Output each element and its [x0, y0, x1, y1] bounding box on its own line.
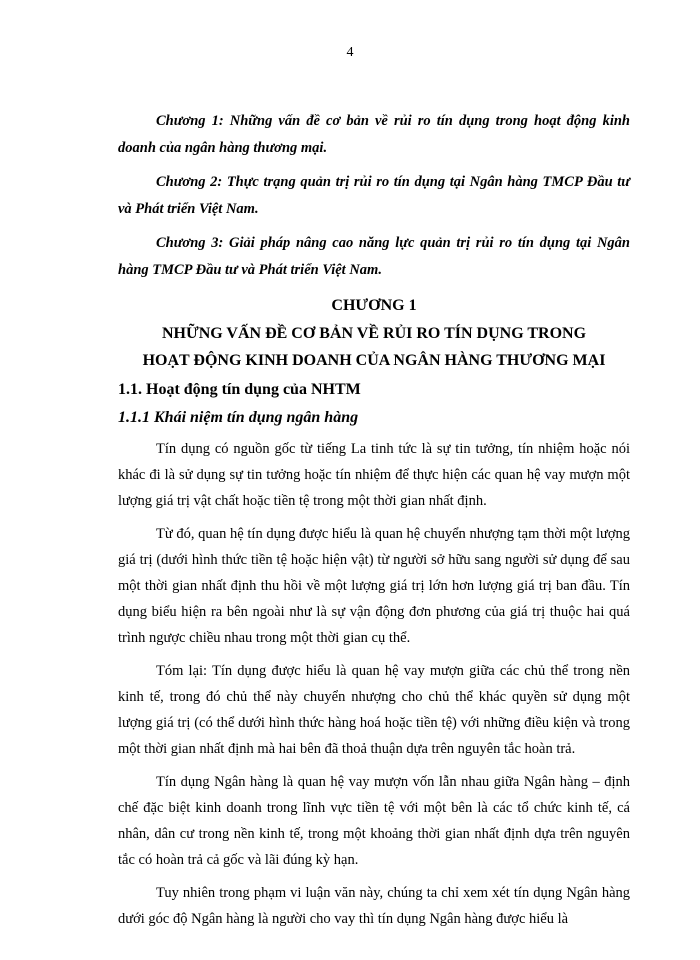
page-number: 4	[346, 45, 354, 60]
chapter-title-line-2: HOẠT ĐỘNG KINH DOANH CỦA NGÂN HÀNG THƯƠNG MẠI	[142, 352, 606, 369]
paragraph: Tín dụng có nguồn gốc từ tiếng La tinh tức là sự tin tưởng, tín nhiệm hoặc nói khác đi là sử dụng sự tin tưởng hoặc tín nhiệm để thực hiện các quan hệ vay mượn một lượng giá trị vật chất hoặc tiền tệ trong một thời gian nhất định.	[118, 441, 630, 509]
paragraph: Tín dụng Ngân hàng là quan hệ vay mượn vốn lẫn nhau giữa Ngân hàng – định chế đặc biệt kinh doanh trong lĩnh vực tiền tệ với một bên là các tổ chức kinh tế, cá nhân, dân cư trong nền kinh tế, trong một khoảng thời gian nhất định dựa trên nguyên tắc có hoàn trả cả gốc và lãi đúng kỳ hạn.	[118, 774, 630, 868]
paragraph: Từ đó, quan hệ tín dụng được hiểu là quan hệ chuyển nhượng tạm thời một lượng giá trị (dưới hình thức tiền tệ hoặc hiện vật) từ người sở hữu sang người sử dụng để sau một thời gian nhất định thu hồi về một lượng giá trị lớn hơn lượng giá trị ban đầu. Tín dụng biểu hiện ra bên ngoài như là sự vận động đơn phương của giá trị thuộc hai quá trình ngược chiều nhau trong một thời gian cụ thể.	[118, 526, 630, 646]
summary-chapter-3: Chương 3: Giải pháp nâng cao năng lực quản trị rủi ro tín dụng tại Ngân hàng TMCP Đầu tư và Phát triển Việt Nam.	[118, 235, 630, 278]
summary-chapter-1: Chương 1: Những vấn đề cơ bản về rủi ro tín dụng trong hoạt động kinh doanh của ngân hàng thương mại.	[118, 113, 630, 156]
summary-chapter-2: Chương 2: Thực trạng quản trị rủi ro tín dụng tại Ngân hàng TMCP Đầu tư và Phát triển Việt Nam.	[118, 174, 630, 217]
chapter-label: CHƯƠNG 1	[331, 297, 417, 314]
section-heading: 1.1. Hoạt động tín dụng của NHTM	[118, 381, 361, 398]
subsection-heading: 1.1.1 Khái niệm tín dụng ngân hàng	[118, 409, 359, 426]
paragraph: Tóm lại: Tín dụng được hiểu là quan hệ vay mượn giữa các chủ thể trong nền kinh tế, trong đó chủ thể này chuyển nhượng cho chủ thể khác quyền sử dụng một lượng giá trị (có thể dưới hình thức hàng hoá hoặc tiền tệ) với những điều kiện và trong một thời gian nhất định mà hai bên đã thoả thuận dựa trên nguyên tắc hoàn trả.	[118, 663, 630, 757]
body-text	[118, 436, 630, 932]
page-content	[118, 108, 630, 939]
paragraph: Tuy nhiên trong phạm vi luận văn này, chúng ta chỉ xem xét tín dụng Ngân hàng dưới góc độ Ngân hàng là người cho vay thì tín dụng Ngân hàng được hiểu là	[118, 885, 630, 927]
chapter-summary	[118, 108, 630, 284]
chapter-title-line-1: NHỮNG VẤN ĐỀ CƠ BẢN VỀ RỦI RO TÍN DỤNG TRONG	[161, 325, 587, 342]
